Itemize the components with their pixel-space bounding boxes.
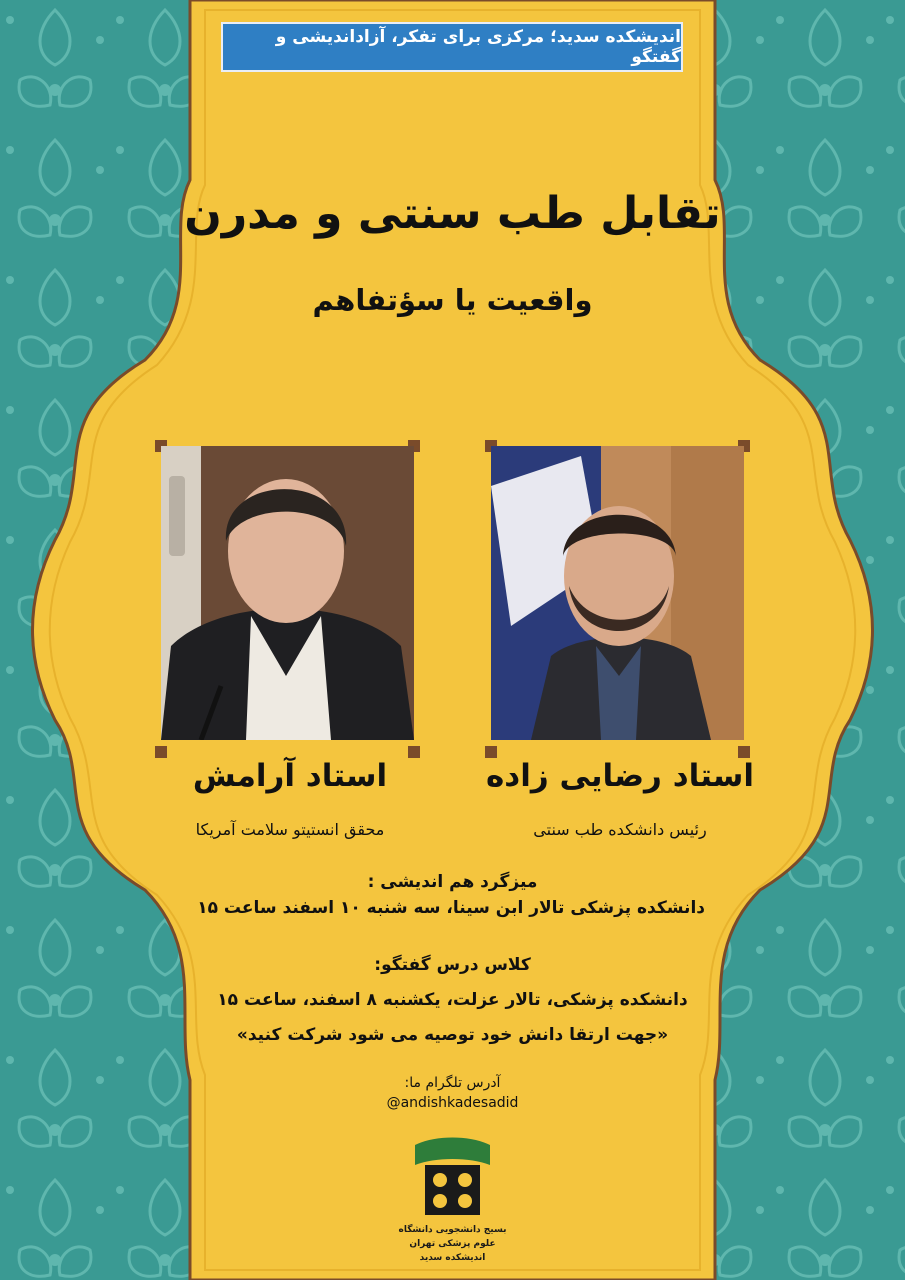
organization-logo	[395, 1135, 510, 1275]
speaker-role-right: رئیس دانشکده طب سنتی	[533, 820, 707, 839]
speaker-photo-rezaeizadeh	[491, 446, 744, 740]
telegram-label: آدرس تلگرام ما:	[404, 1075, 501, 1091]
speaker-photo-frame-right	[485, 440, 750, 758]
logo-line-3: اندیشکده سدید	[419, 1253, 486, 1263]
speaker-photo-frame-left	[155, 440, 420, 758]
speaker-photo-aramesh	[161, 446, 414, 740]
class-label: کلاس درس گفتگو:	[374, 955, 531, 975]
speaker-role-left: محقق انستیتو سلامت آمریکا	[195, 820, 385, 839]
recommendation-note: «جهت ارتقا دانش خود توصیه می شود شرکت کنید»	[236, 1025, 669, 1045]
speaker-name-left: استاد آرامش	[192, 758, 388, 794]
event-subtitle: واقعیت یا سؤتفاهم	[312, 283, 593, 317]
roundtable-label: میزگرد هم اندیشی :	[367, 872, 538, 892]
speaker-name-right: استاد رضایی زاده	[485, 758, 755, 794]
telegram-handle[interactable]: @andishkadesadid	[386, 1095, 519, 1111]
sadid-emblem-icon	[395, 1135, 510, 1225]
roundtable-detail: دانشکده پزشکی تالار ابن سینا، سه شنبه ۱۰ اسفند ساعت ۱۵	[197, 898, 705, 918]
class-detail: دانشکده پزشکی، تالار عزلت، یکشنبه ۸ اسفند، ساعت ۱۵	[217, 990, 688, 1010]
tagline-banner: اندیشکده سدید؛ مرکزی برای تفکر، آزاداندیشی و گفتگو	[221, 22, 683, 72]
logo-line-2: علوم پزشکی تهران	[409, 1239, 496, 1249]
event-title: تقابل طب سنتی و مدرن	[184, 188, 721, 239]
logo-line-1: بسیج دانشجویی دانشگاه	[398, 1225, 507, 1235]
